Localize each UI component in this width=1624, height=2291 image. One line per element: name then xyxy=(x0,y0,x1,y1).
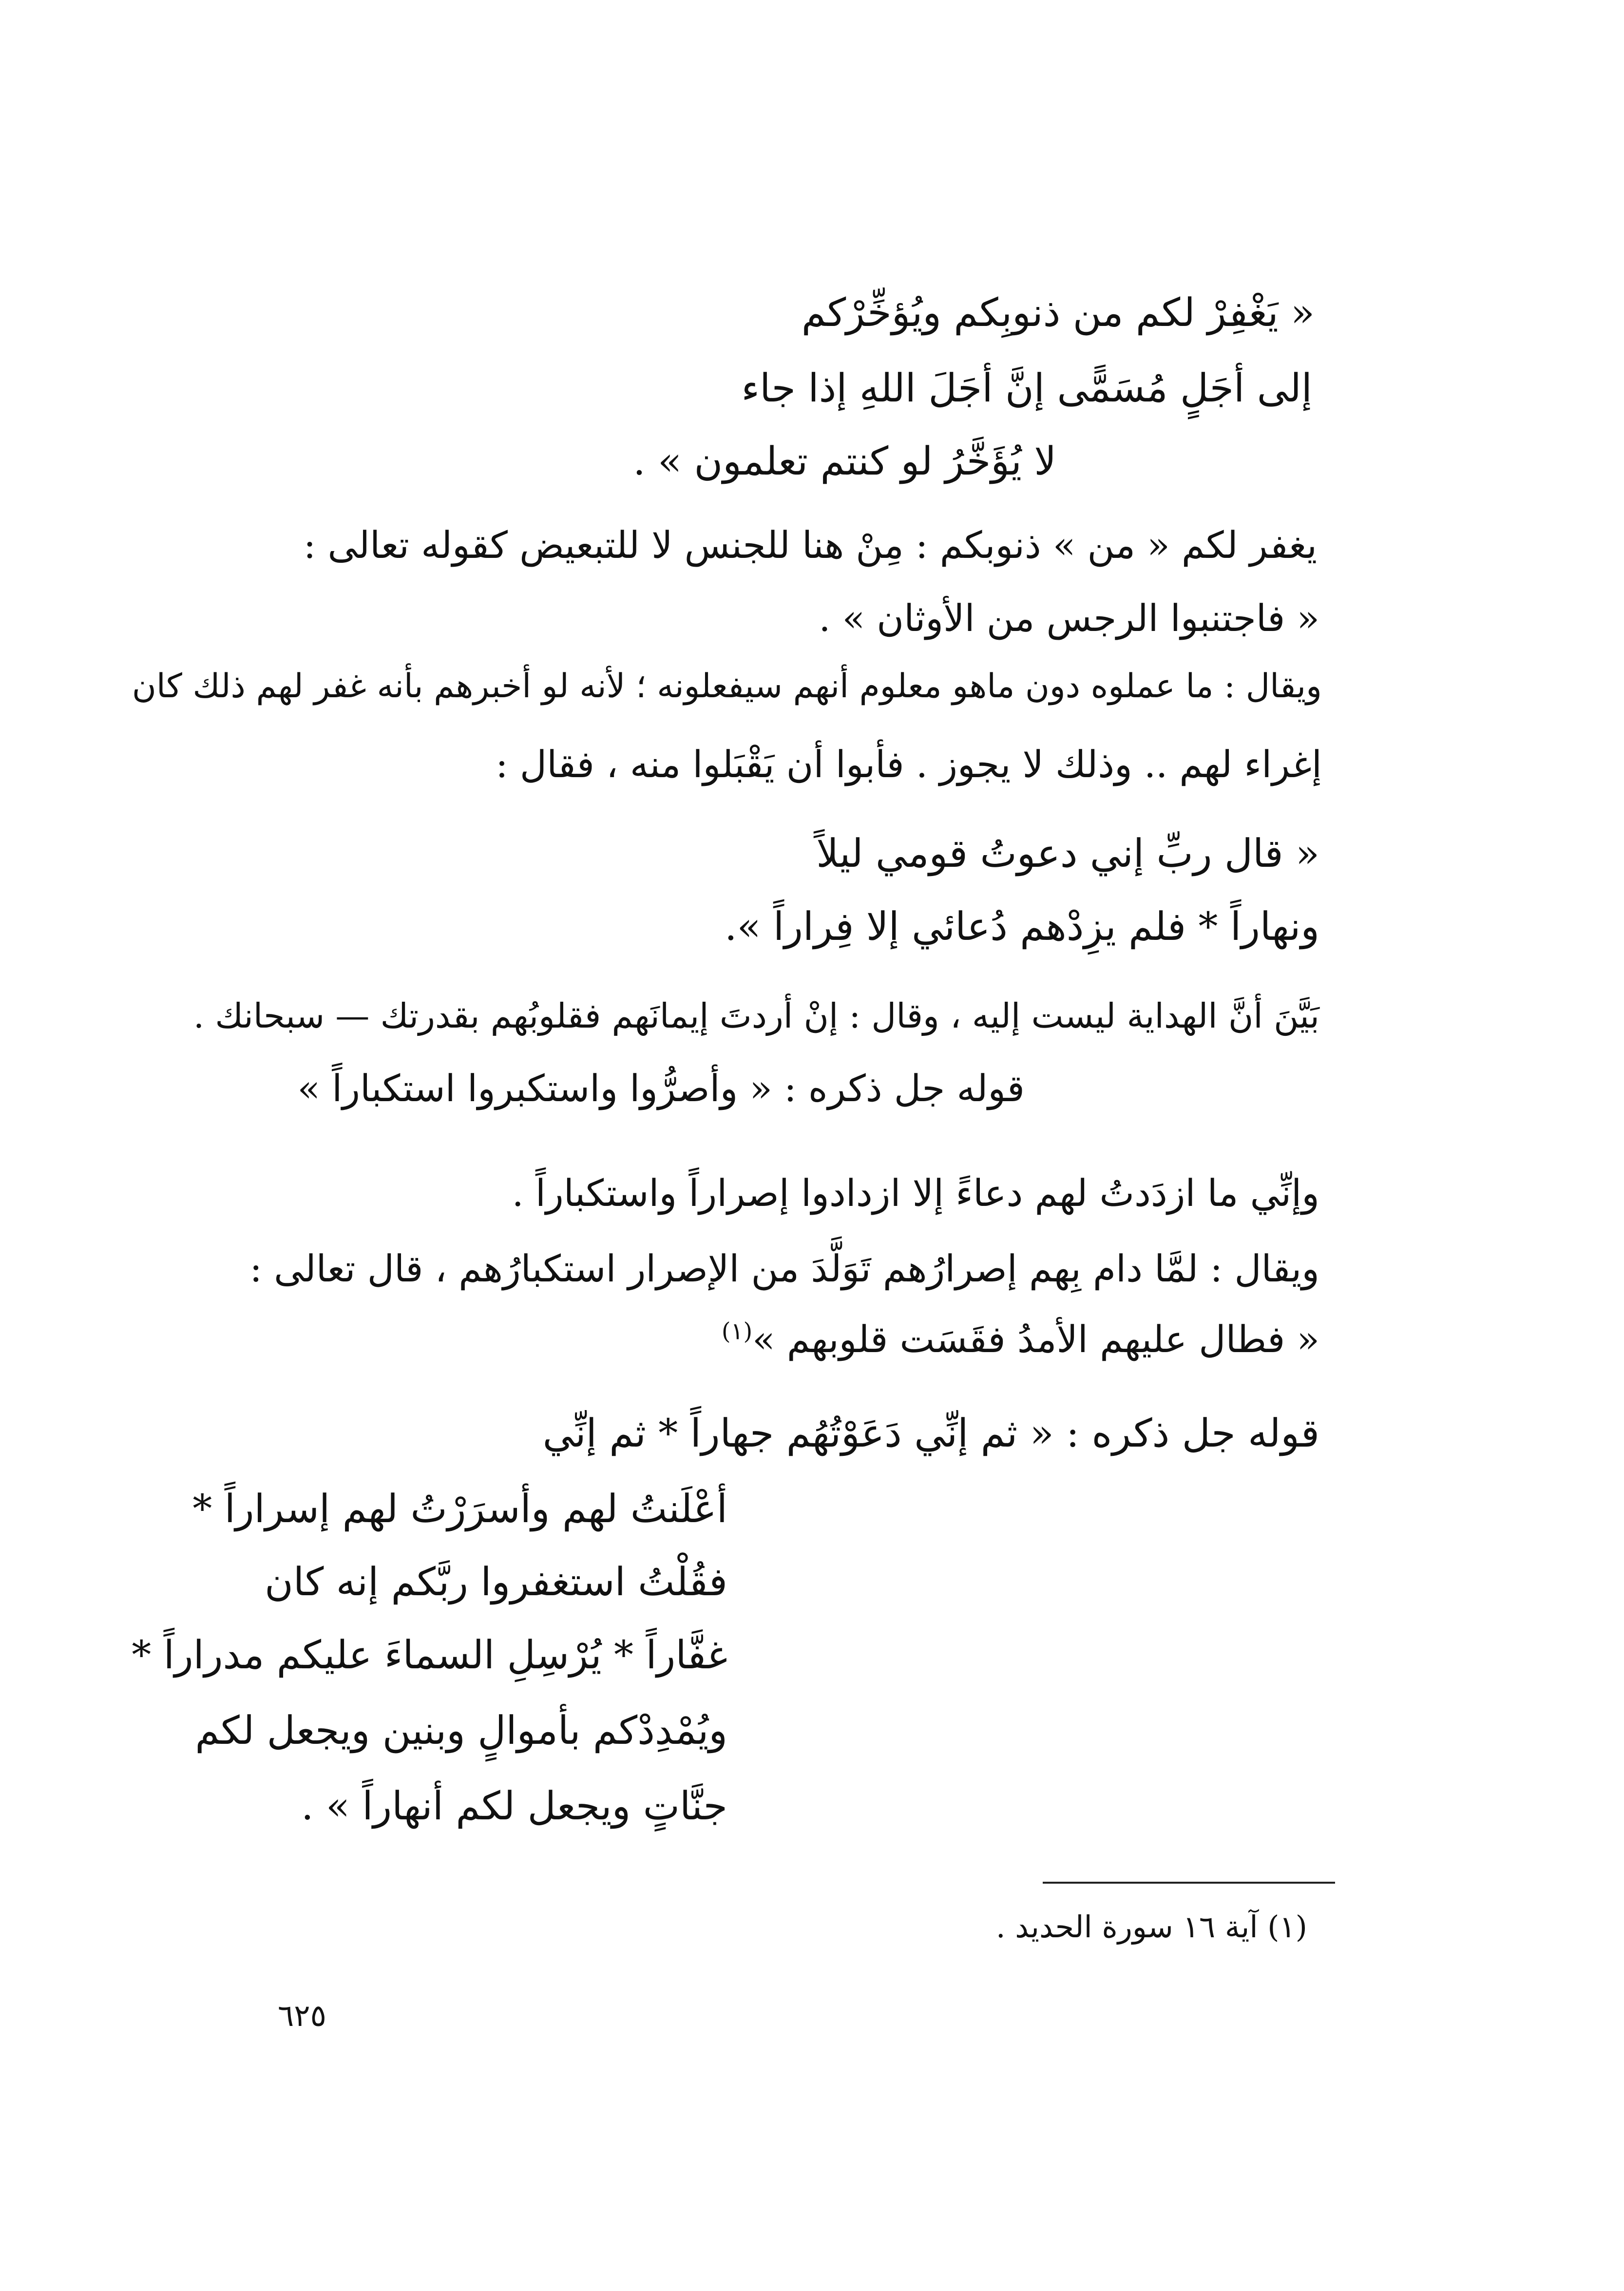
page-number: ٦٢٥ xyxy=(278,1998,326,2033)
verse-line-2: إلى أجَلٍ مُسَمًّى إنَّ أجَلَ اللهِ إذا جاء xyxy=(741,365,1312,411)
commentary-line-5: وإنِّي ما ازدَدتُ لهم دعاءً إلا ازدادوا إصراراً واستكباراً . xyxy=(512,1171,1319,1215)
commentary-line-2: ويقال : ما عملوه دون ماهو معلوم أنهم سيفعلونه ؛ لأنه لو أخبرهم بأنه غفر لهم ذلك كان xyxy=(132,667,1322,706)
verse-heading-2: قوله جل ذكره : « ثم إنِّي دَعَوْتُهُم جهاراً * ثم إنِّي xyxy=(542,1411,1319,1456)
verse-line-10: جنَّاتٍ ويجعل لكم أنهاراً » . xyxy=(301,1783,727,1829)
footnote-separator xyxy=(1043,1882,1335,1884)
verse-heading-1: قوله جل ذكره : « وأصرُّوا واستكبروا استكباراً » xyxy=(297,1067,1025,1110)
verse-line-1: « يَغْفِرْ لكم من ذنوبِكم ويُؤخِّرْكم xyxy=(801,290,1315,335)
commentary-line-1: يغفر لكم « من » ذنوبكم : مِنْ هنا للجنس لا للتبعيض كقوله تعالى : xyxy=(303,523,1317,567)
verse-line-6: أعْلَنتُ لهم وأسرَرْتُ لهم إسراراً * xyxy=(192,1486,727,1531)
verse-line-3: لا يُؤَخَّرُ لو كنتم تعلمون » . xyxy=(633,439,1056,484)
quotation-line: « فاجتنبوا الرجس من الأوثان » . xyxy=(819,596,1319,640)
verse-line-8: غفَّاراً * يُرْسِلِ السماءَ عليكم مدراراً * xyxy=(132,1632,727,1678)
verse-line-4: « قال ربِّ إني دعوتُ قومي ليلاً xyxy=(816,831,1319,876)
footnote-marker: (١) xyxy=(721,1317,753,1345)
commentary-line-3: إغراء لهم .. وذلك لا يجوز . فأبوا أن يَقْبَلوا منه ، فقال : xyxy=(496,743,1322,786)
quotation-text: « فطال عليهم الأمدُ فقَسَت قلوبهم » xyxy=(752,1317,1319,1361)
footnote: (١) آية ١٦ سورة الحديد . xyxy=(995,1909,1307,1945)
verse-line-7: فقُلْتُ استغفروا ربَّكم إنه كان xyxy=(265,1559,727,1604)
commentary-line-6: ويقال : لمَّا دام بِهم إصرارُهم تَوَلَّدَ من الإصرار استكبارُهم ، قال تعالى : xyxy=(249,1247,1319,1290)
quotation-with-footnote xyxy=(722,1316,1319,1364)
verse-line-9: ويُمْدِدْكم بأموالٍ وبنين ويجعل لكم xyxy=(195,1708,727,1753)
commentary-line-4: بَيَّنَ أنَّ الهداية ليست إليه ، وقال : إنْ أردتَ إيمانَهم فقلوبُهم بقدرتك — سبحانك . xyxy=(193,996,1319,1036)
verse-line-5: ونهاراً * فلم يزِدْهم دُعائي إلا فِراراً ». xyxy=(725,904,1319,949)
